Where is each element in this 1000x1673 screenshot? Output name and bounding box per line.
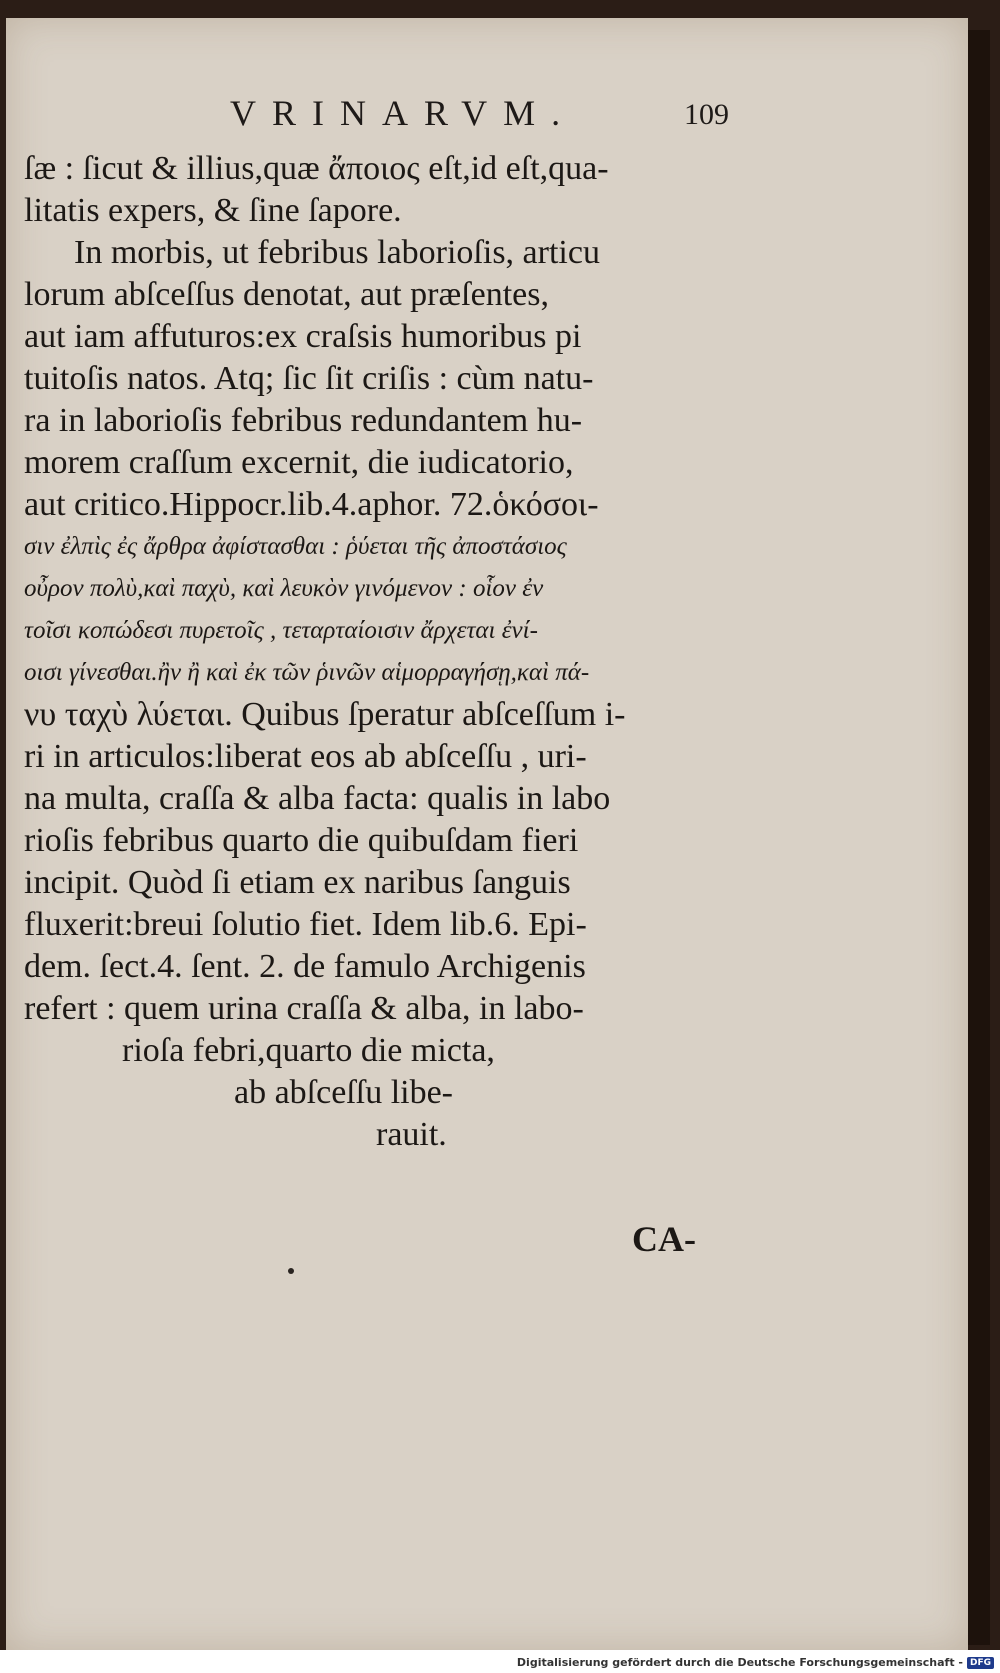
text-line: tuitoſis natos. Atq; ſic ſit criſis : cùm natu- (24, 360, 594, 397)
ink-speck (288, 1268, 294, 1274)
text-line: νυ ταχὺ λύεται. Quibus ſperatur abſceſſum i- (24, 696, 626, 733)
footer-text: Digitalisierung gefördert durch die Deutsche Forschungsgemeinschaft - (516, 1656, 963, 1669)
text-line: incipit. Quòd ſi etiam ex naribus ſanguis (24, 864, 571, 901)
greek-text-line: οισι γίνεσθαι.ἢν ἢ καὶ ἐκ τῶν ῥινῶν αἱμορραγήσῃ,καὶ πά- (24, 659, 590, 686)
text-line: ra in laborioſis febribus redundantem hu- (24, 402, 583, 439)
running-head-title: VRINARVM. (230, 93, 577, 133)
text-line: litatis expers, & ſine ſapore. (24, 192, 402, 229)
greek-text-line: οὖρον πολὺ,καὶ παχὺ, καὶ λευκὸν γινόμενον : οἷον ἐν (24, 575, 544, 602)
digitization-footer (517, 1652, 994, 1673)
text-line: ab abſceſſu libe- (234, 1074, 454, 1111)
text-line: morem craſſum excernit, die iudicatorio, (24, 444, 574, 481)
dfg-logo-icon: DFG (967, 1657, 994, 1669)
text-line: lorum abſceſſus denotat, aut præſentes, (24, 276, 549, 313)
book-fore-edge (968, 30, 990, 1645)
greek-text-line: τοῖσι κοπώδεσι πυρετοῖς , τεταρταίοισιν ἄρχεται ἐνί- (24, 617, 538, 644)
text-line: rauit. (376, 1116, 447, 1153)
text-line: fluxerit:breui ſolutio fiet. Idem lib.6. Epi- (24, 906, 587, 943)
text-line: aut critico.Hippocr.lib.4.aphor. 72.ὁκόσοι- (24, 486, 599, 523)
running-head (0, 92, 1000, 142)
text-line: refert : quem urina craſſa & alba, in labo- (24, 990, 584, 1027)
text-line: na multa, craſſa & alba facta: qualis in labo (24, 780, 611, 817)
body-text (24, 148, 724, 1156)
text-line: ri in articulos:liberat eos ab abſceſſu , uri- (24, 738, 587, 775)
text-line: rioſa febri,quarto die micta, (122, 1032, 495, 1069)
text-line: In morbis, ut febribus laborioſis, articu (74, 234, 600, 271)
text-line: dem. ſect.4. ſent. 2. de famulo Archigenis (24, 948, 586, 985)
text-line: ſæ : ſicut & illius,quæ ἄποιος eſt,id eſt,qua- (24, 150, 609, 187)
greek-text-line: σιν ἐλπὶς ἐς ἄρθρα ἀφίστασθαι : ῥύεται τῆς ἀποστάσιος (24, 533, 567, 560)
text-line: rioſis febribus quarto die quibuſdam fieri (24, 822, 579, 859)
page-number: 109 (684, 98, 729, 131)
text-line: aut iam affuturos:ex craſsis humoribus pi (24, 318, 582, 355)
catchword: CA- (632, 1219, 696, 1259)
